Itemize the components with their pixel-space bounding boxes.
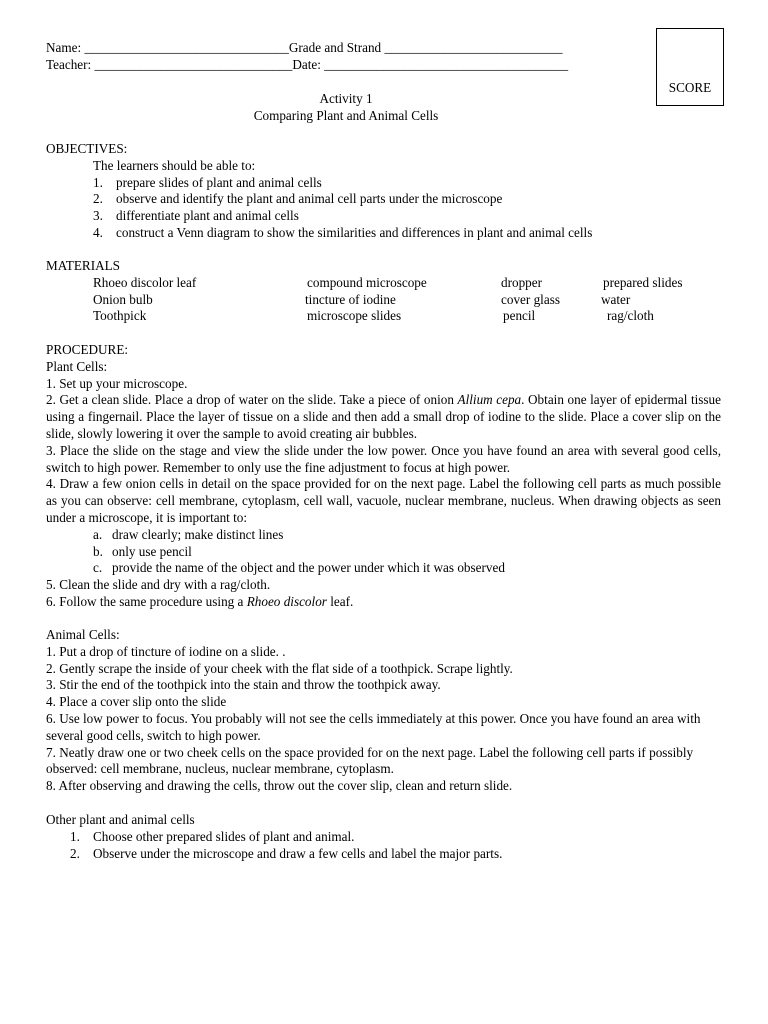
- activity-title: Activity 1: [319, 91, 373, 106]
- other-step-number: 2.: [70, 845, 80, 861]
- material-item: microscope slides: [307, 308, 402, 324]
- other-step-text: Choose other prepared slides of plant and animal.: [93, 828, 355, 844]
- material-item: pencil: [503, 308, 536, 324]
- drawing-tip: [46, 544, 721, 561]
- plant-step-text: 2. Get a clean slide. Place a drop of water on the slide. Take a piece of onion: [46, 392, 458, 408]
- teacher-blank[interactable]: ______________________________: [94, 57, 293, 72]
- material-item: Onion bulb: [93, 291, 153, 307]
- date-blank[interactable]: _____________________________________: [324, 57, 569, 72]
- animal-step: 4. Place a cover slip onto the slide: [46, 694, 227, 710]
- material-item: rag/cloth: [607, 308, 654, 324]
- name-blank[interactable]: _______________________________: [84, 40, 289, 55]
- other-step-text: Observe under the microscope and draw a few cells and label the major parts.: [93, 845, 503, 861]
- objectives-heading: OBJECTIVES:: [46, 141, 128, 156]
- animal-step: 3. Stir the end of the toothpick into the stain and throw the toothpick away.: [46, 677, 441, 693]
- objective-text: construct a Venn diagram to show the similarities and differences in plant and animal cells: [116, 224, 593, 240]
- species-name: Rhoeo discolor: [246, 593, 327, 609]
- objective-number: 1.: [93, 174, 103, 190]
- materials-heading: MATERIALS: [46, 258, 120, 273]
- grade-strand-label: Grade and Strand: [288, 40, 385, 55]
- activity-subtitle: Comparing Plant and Animal Cells: [253, 108, 439, 123]
- material-item: compound microscope: [307, 274, 427, 290]
- animal-step: 6. Use low power to focus. You probably will not see the cells immediately at this power. Once you have found an area with several good cells, switch to high power.: [46, 710, 701, 743]
- objective-item: [46, 208, 721, 225]
- animal-step: 1. Put a drop of tincture of iodine on a slide. .: [46, 643, 286, 659]
- name-label: Name:: [46, 40, 85, 55]
- material-item: cover glass: [501, 291, 560, 307]
- animal-step: 7. Neatly draw one or two cheek cells on the space provided for on the next page. Label the following cell parts if possibly observed: cell membrane, nucleus, nuclear membrane, cytoplasm.: [46, 744, 694, 777]
- plant-step: 5. Clean the slide and dry with a rag/cloth.: [46, 577, 271, 593]
- objective-number: 4.: [93, 224, 103, 240]
- material-item: water: [601, 291, 631, 307]
- plant-step-text: 6. Follow the same procedure using a: [46, 593, 247, 609]
- drawing-tip: [46, 560, 721, 577]
- procedure-heading: PROCEDURE:: [46, 342, 129, 357]
- objectives-section: [46, 141, 721, 242]
- tip-letter: c.: [93, 560, 103, 576]
- tip-letter: b.: [93, 543, 103, 559]
- teacher-line: [46, 57, 568, 74]
- objective-item: [46, 175, 721, 192]
- tip-letter: a.: [93, 526, 103, 542]
- tip-text: only use pencil: [112, 543, 192, 559]
- objective-text: differentiate plant and animal cells: [116, 208, 299, 224]
- score-box[interactable]: [656, 28, 724, 106]
- plant-step-text: . Obtain one layer of epidermal tissue using a fingernail. Place the layer of tissue on a slide and then add a small drop of iodine to the slide. Place a cover slip on the slide, slowly lowering it over the sample to avoid creating air bubbles.: [46, 392, 721, 441]
- animal-step: 2. Gently scrape the inside of your cheek with the flat side of a toothpick. Scrape lightly.: [46, 660, 513, 676]
- other-step: [46, 846, 721, 863]
- other-cells-section: [46, 812, 721, 862]
- species-name: Allium cepa: [457, 392, 522, 408]
- material-item: dropper: [501, 274, 543, 290]
- objective-item: [46, 225, 721, 242]
- plant-step: 4. Draw a few onion cells in detail on the space provided for on the next page. Label the following cell parts as much possible as you can observe: cell membrane, cytoplasm, cell wall, vacuole, nuclear membrane, nucleus. When drawing objects as seen under a microscope, it is important to:: [46, 476, 721, 525]
- date-label: Date:: [292, 57, 325, 72]
- other-step: [46, 829, 721, 846]
- plant-step: [46, 594, 721, 611]
- plant-step: 1. Set up your microscope.: [46, 375, 188, 391]
- animal-cells-heading: Animal Cells:: [46, 627, 120, 642]
- objective-text: observe and identify the plant and animal cell parts under the microscope: [116, 191, 503, 207]
- plant-cells-heading: Plant Cells:: [46, 358, 108, 374]
- drawing-tip: [46, 527, 721, 544]
- objective-number: 2.: [93, 191, 103, 207]
- other-step-number: 1.: [70, 828, 80, 844]
- other-cells-heading: Other plant and animal cells: [46, 812, 195, 827]
- objective-text: prepare slides of plant and animal cells: [116, 174, 322, 190]
- animal-cells-section: [46, 627, 721, 795]
- materials-row: [46, 292, 721, 309]
- material-item: Toothpick: [93, 308, 147, 324]
- procedure-section: [46, 342, 721, 611]
- objectives-intro: The learners should be able to:: [93, 157, 256, 173]
- material-item: Rhoeo discolor leaf: [93, 274, 197, 290]
- materials-row: [46, 275, 721, 292]
- material-item: tincture of iodine: [305, 291, 396, 307]
- objective-number: 3.: [93, 208, 103, 224]
- name-line: [46, 40, 562, 57]
- animal-step: 8. After observing and drawing the cells, throw out the cover slip, clean and return slide.: [46, 778, 513, 794]
- plant-step-text: leaf.: [326, 593, 354, 609]
- material-item: prepared slides: [603, 274, 683, 290]
- tip-text: draw clearly; make distinct lines: [112, 526, 284, 542]
- materials-row: [46, 308, 721, 325]
- materials-section: [46, 258, 721, 325]
- grade-strand-blank[interactable]: ___________________________: [384, 40, 563, 55]
- score-label: SCORE: [668, 80, 712, 95]
- objective-item: [46, 191, 721, 208]
- plant-step: 3. Place the slide on the stage and view the slide under the low power. Once you have found an area with several good cells, switch to high power. Remember to only use the fine adjustment to focus at high power.: [46, 442, 721, 475]
- tip-text: provide the name of the object and the power under which it was observed: [112, 560, 505, 576]
- plant-step: [46, 392, 721, 442]
- teacher-label: Teacher:: [46, 57, 95, 72]
